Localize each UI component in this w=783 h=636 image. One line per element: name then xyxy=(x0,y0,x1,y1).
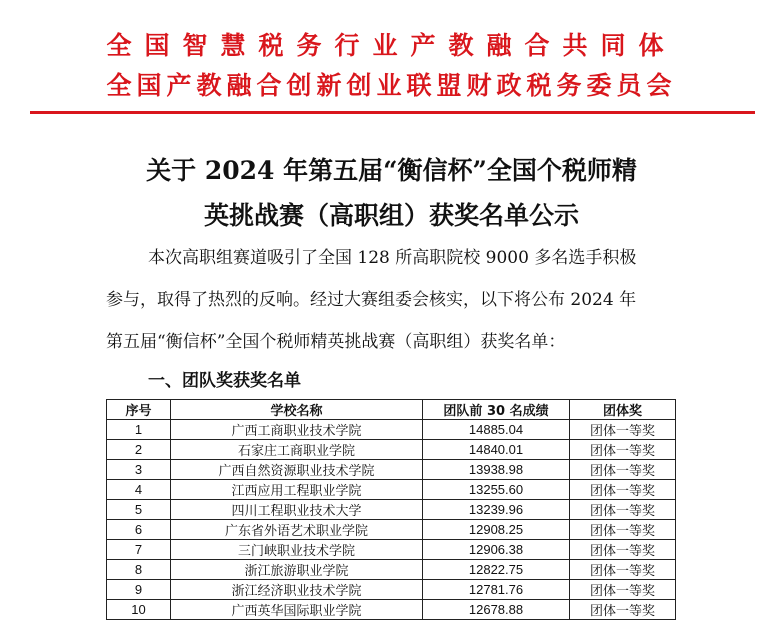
row-award: 团体一等奖 xyxy=(570,580,676,600)
row-award: 团体一等奖 xyxy=(570,480,676,500)
row-no: 7 xyxy=(107,540,171,560)
row-no: 6 xyxy=(107,520,171,540)
row-award: 团体一等奖 xyxy=(570,520,676,540)
row-score: 14840.01 xyxy=(423,440,570,460)
row-no: 3 xyxy=(107,460,171,480)
table-row xyxy=(107,520,676,540)
row-no: 1 xyxy=(107,420,171,440)
table-row xyxy=(107,580,676,600)
table-row xyxy=(107,440,676,460)
row-score: 14885.04 xyxy=(423,420,570,440)
row-school: 广西工商职业技术学院 xyxy=(171,420,423,440)
row-school: 广东省外语艺术职业学院 xyxy=(171,520,423,540)
table-row xyxy=(107,500,676,520)
row-award: 团体一等奖 xyxy=(570,420,676,440)
table-header-row xyxy=(107,400,676,420)
row-award: 团体一等奖 xyxy=(570,500,676,520)
intro-paragraph-line-2: 参与，取得了热烈的反响。经过大赛组委会核实，以下将公布 2024 年 xyxy=(106,290,637,310)
notice-title-line-1: 关于 2024 年第五届“衡信杯”全国个税师精 xyxy=(146,156,637,185)
table-row xyxy=(107,420,676,440)
row-school: 浙江旅游职业学院 xyxy=(171,560,423,580)
row-school: 广西自然资源职业技术学院 xyxy=(171,460,423,480)
notice-title-line-2: 英挑战赛（高职组）获奖名单公示 xyxy=(203,201,579,230)
row-no: 9 xyxy=(107,580,171,600)
row-score: 13239.96 xyxy=(423,500,570,520)
org-name-line-1: 全国智慧税务行业产教融合共同体 xyxy=(106,31,677,60)
row-score: 12678.88 xyxy=(423,600,570,620)
header-school: 学校名称 xyxy=(171,400,423,420)
row-award: 团体一等奖 xyxy=(570,600,676,620)
row-award: 团体一等奖 xyxy=(570,540,676,560)
row-no: 2 xyxy=(107,440,171,460)
header-award: 团体奖 xyxy=(570,400,676,420)
row-school: 江西应用工程职业学院 xyxy=(171,480,423,500)
org-name-line-2: 全国产教融合创新创业联盟财政税务委员会 xyxy=(106,71,677,100)
row-score: 13255.60 xyxy=(423,480,570,500)
row-school: 石家庄工商职业学院 xyxy=(171,440,423,460)
section-heading-team-awards: 一、团队奖获奖名单 xyxy=(148,371,301,391)
row-score: 13938.98 xyxy=(423,460,570,480)
row-score: 12908.25 xyxy=(423,520,570,540)
row-score: 12781.76 xyxy=(423,580,570,600)
header-no: 序号 xyxy=(107,400,171,420)
row-award: 团体一等奖 xyxy=(570,560,676,580)
table-row xyxy=(107,600,676,620)
table-row xyxy=(107,560,676,580)
row-school: 广西英华国际职业学院 xyxy=(171,600,423,620)
row-score: 12906.38 xyxy=(423,540,570,560)
row-award: 团体一等奖 xyxy=(570,440,676,460)
row-school: 浙江经济职业技术学院 xyxy=(171,580,423,600)
row-no: 5 xyxy=(107,500,171,520)
row-score: 12822.75 xyxy=(423,560,570,580)
row-no: 8 xyxy=(107,560,171,580)
header-score: 团队前 30 名成绩 xyxy=(423,400,570,420)
intro-paragraph-line-1: 本次高职组赛道吸引了全国 128 所高职院校 9000 多名选手积极 xyxy=(148,248,637,268)
row-no: 4 xyxy=(107,480,171,500)
row-school: 四川工程职业技术大学 xyxy=(171,500,423,520)
team-awards-table xyxy=(106,399,676,620)
row-award: 团体一等奖 xyxy=(570,460,676,480)
row-school: 三门峡职业技术学院 xyxy=(171,540,423,560)
table-row xyxy=(107,540,676,560)
header-red-rule xyxy=(30,111,755,114)
table-row xyxy=(107,460,676,480)
row-no: 10 xyxy=(107,600,171,620)
table-row xyxy=(107,480,676,500)
intro-paragraph-line-3: 第五届“衡信杯”全国个税师精英挑战赛（高职组）获奖名单： xyxy=(106,332,566,352)
